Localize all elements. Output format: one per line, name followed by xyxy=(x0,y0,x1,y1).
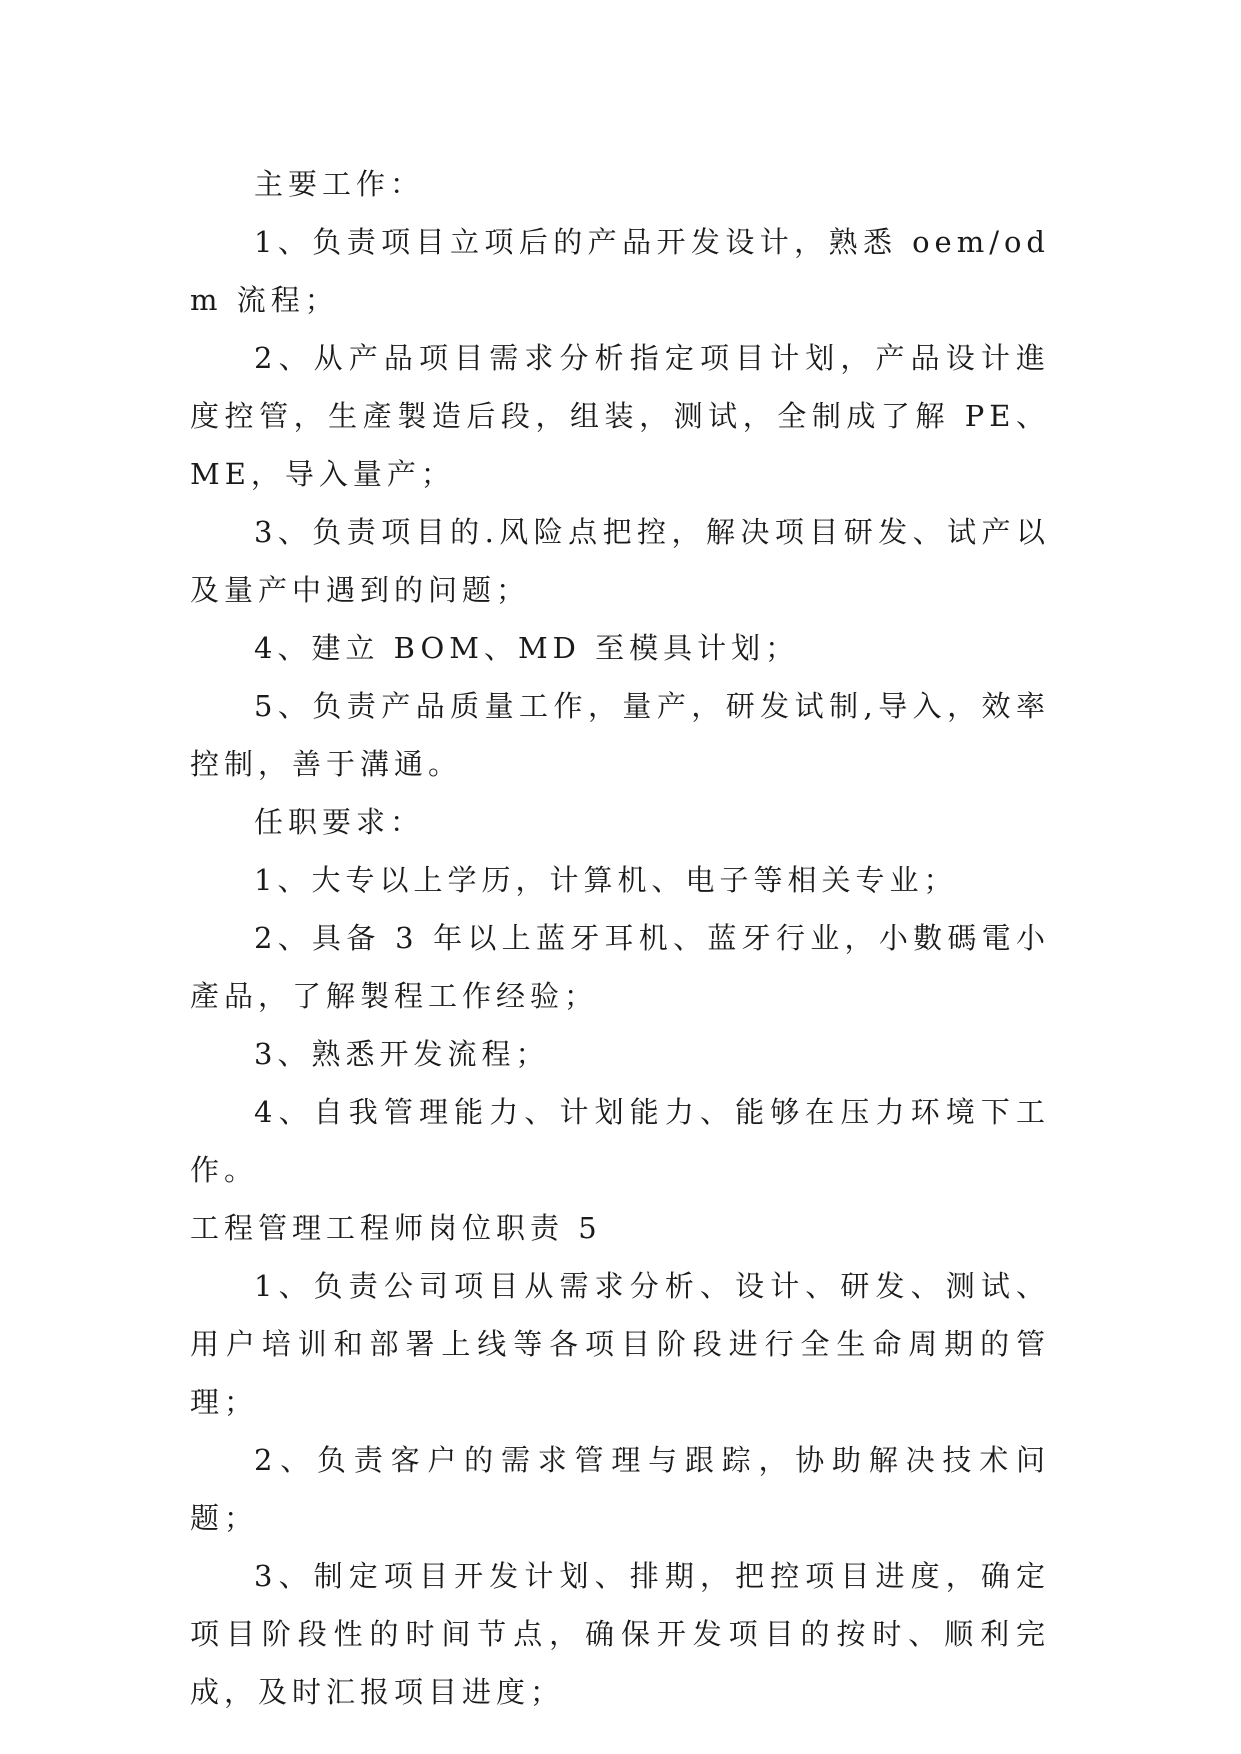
document-body xyxy=(190,155,1050,1721)
list-item: 1、负责项目立项后的产品开发设计，熟悉 oem/odm 流程； xyxy=(190,225,1050,317)
list-item: 2、负责客户的需求管理与跟踪，协助解决技术问题； xyxy=(190,1443,1050,1535)
list-item: 2、从产品项目需求分析指定项目计划，产品设计進度控管，生產製造后段，组装，测试，全制成了解 PE、ME，导入量产； xyxy=(190,341,1050,491)
section-title: 工程管理工程师岗位职责 5 xyxy=(190,1211,602,1245)
list-item: 1、负责公司项目从需求分析、设计、研发、测试、用户培训和部署上线等各项目阶段进行全生命周期的管理； xyxy=(190,1269,1050,1419)
section-heading-requirements: 任职要求： xyxy=(254,805,425,839)
list-item: 3、熟悉开发流程； xyxy=(254,1037,550,1071)
list-item: 4、自我管理能力、计划能力、能够在压力环境下工作。 xyxy=(190,1095,1050,1187)
list-item: 3、负责项目的.风险点把控，解决项目研发、试产以及量产中遇到的问题； xyxy=(190,515,1050,607)
section-heading-main-work: 主要工作： xyxy=(254,167,425,201)
list-item: 1、大专以上学历，计算机、电子等相关专业； xyxy=(254,863,958,897)
list-item: 4、建立 BOM、MD 至模具计划； xyxy=(254,631,800,665)
list-item: 5、负责产品质量工作，量产，研发试制,导入，效率控制，善于溝通。 xyxy=(190,689,1050,781)
list-item: 2、具备 3 年以上蓝牙耳机、蓝牙行业，小數碼電小產品，了解製程工作经验； xyxy=(190,921,1050,1013)
list-item: 3、制定项目开发计划、排期，把控项目进度，确定项目阶段性的时间节点，确保开发项目的按时、顺利完成，及时汇报项目进度； xyxy=(190,1559,1050,1709)
